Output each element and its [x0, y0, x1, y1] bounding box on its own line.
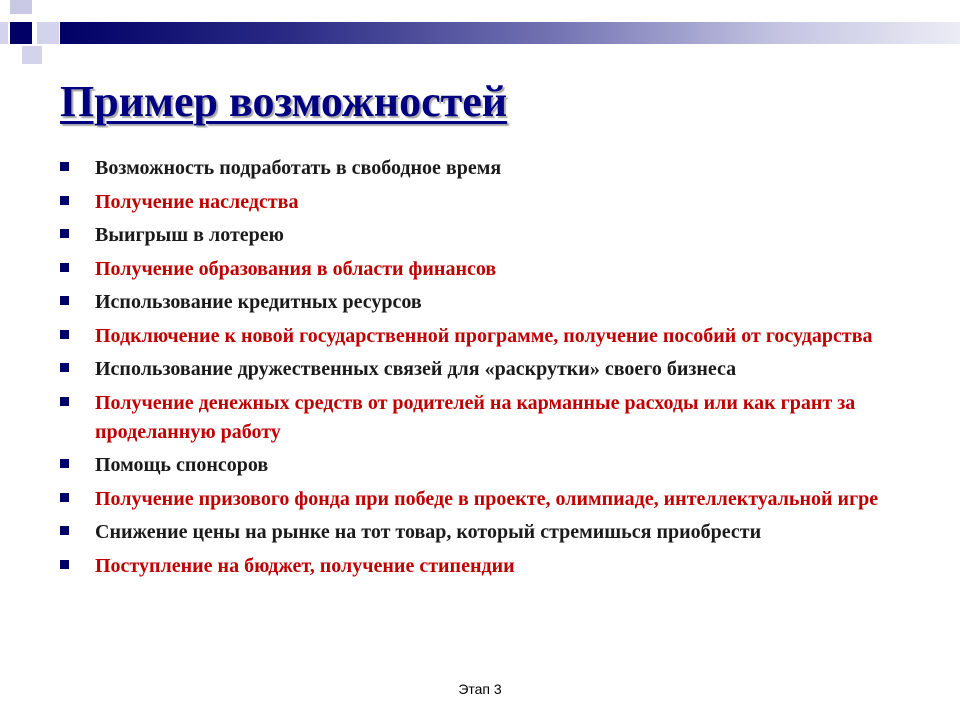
bullet-text: Получение наследства — [95, 190, 299, 213]
bullet-square-icon — [60, 397, 69, 406]
bullet-square-icon — [60, 330, 69, 339]
bullet-square-icon — [60, 296, 69, 305]
bullet-list — [60, 154, 920, 585]
bullet-text: Помощь спонсоров — [95, 454, 269, 476]
bullet-text: Использование дружественных связей для «раскрутки» своего бизнеса — [95, 358, 737, 380]
bullet-item — [60, 221, 920, 250]
bullet-item — [60, 288, 920, 317]
bullet-item — [60, 188, 920, 217]
footer-stage-label: Этап 3 — [458, 681, 502, 697]
bullet-item — [60, 451, 920, 480]
bullet-square-icon — [60, 229, 69, 238]
bullet-square-icon — [60, 363, 69, 372]
bullet-square-icon — [60, 493, 69, 502]
deco-square — [22, 46, 42, 64]
bullet-square-icon — [60, 196, 69, 205]
bullet-text: Получение денежных средств от родителей на карманные расходы или как грант за проделанную работу — [95, 391, 856, 443]
deco-square — [0, 22, 8, 44]
bullet-text: Выигрыш в лотерею — [95, 224, 284, 246]
bullet-square-icon — [60, 560, 69, 569]
slide-title: Пример возможностей — [60, 77, 508, 126]
bullet-text: Получение призового фонда при победе в проекте, олимпиаде, интеллектуальной игре — [95, 487, 879, 510]
bullet-text: Снижение цены на рынке на тот товар, который стремишься приобрести — [95, 521, 762, 543]
bullet-item — [60, 322, 920, 351]
bullet-square-icon — [60, 162, 69, 171]
deco-square — [10, 22, 32, 44]
bullet-text: Возможность подработать в свободное время — [95, 157, 502, 179]
bullet-square-icon — [60, 263, 69, 272]
bullet-item — [60, 518, 920, 547]
bullet-text: Подключение к новой государственной программе, получение пособий от государства — [95, 324, 873, 347]
header-gradient-bar — [60, 22, 960, 44]
bullet-text: Получение образования в области финансов — [95, 257, 497, 280]
bullet-square-icon — [60, 526, 69, 535]
bullet-item — [60, 389, 920, 447]
deco-square — [37, 0, 59, 14]
deco-square — [10, 0, 32, 14]
deco-square — [37, 22, 59, 44]
bullet-text: Поступление на бюджет, получение стипендии — [95, 554, 515, 577]
bullet-item — [60, 255, 920, 284]
bullet-square-icon — [60, 459, 69, 468]
bullet-item — [60, 154, 920, 183]
bullet-item — [60, 355, 920, 384]
bullet-item — [60, 552, 920, 581]
bullet-item — [60, 485, 920, 514]
bullet-text: Использование кредитных ресурсов — [95, 291, 422, 313]
